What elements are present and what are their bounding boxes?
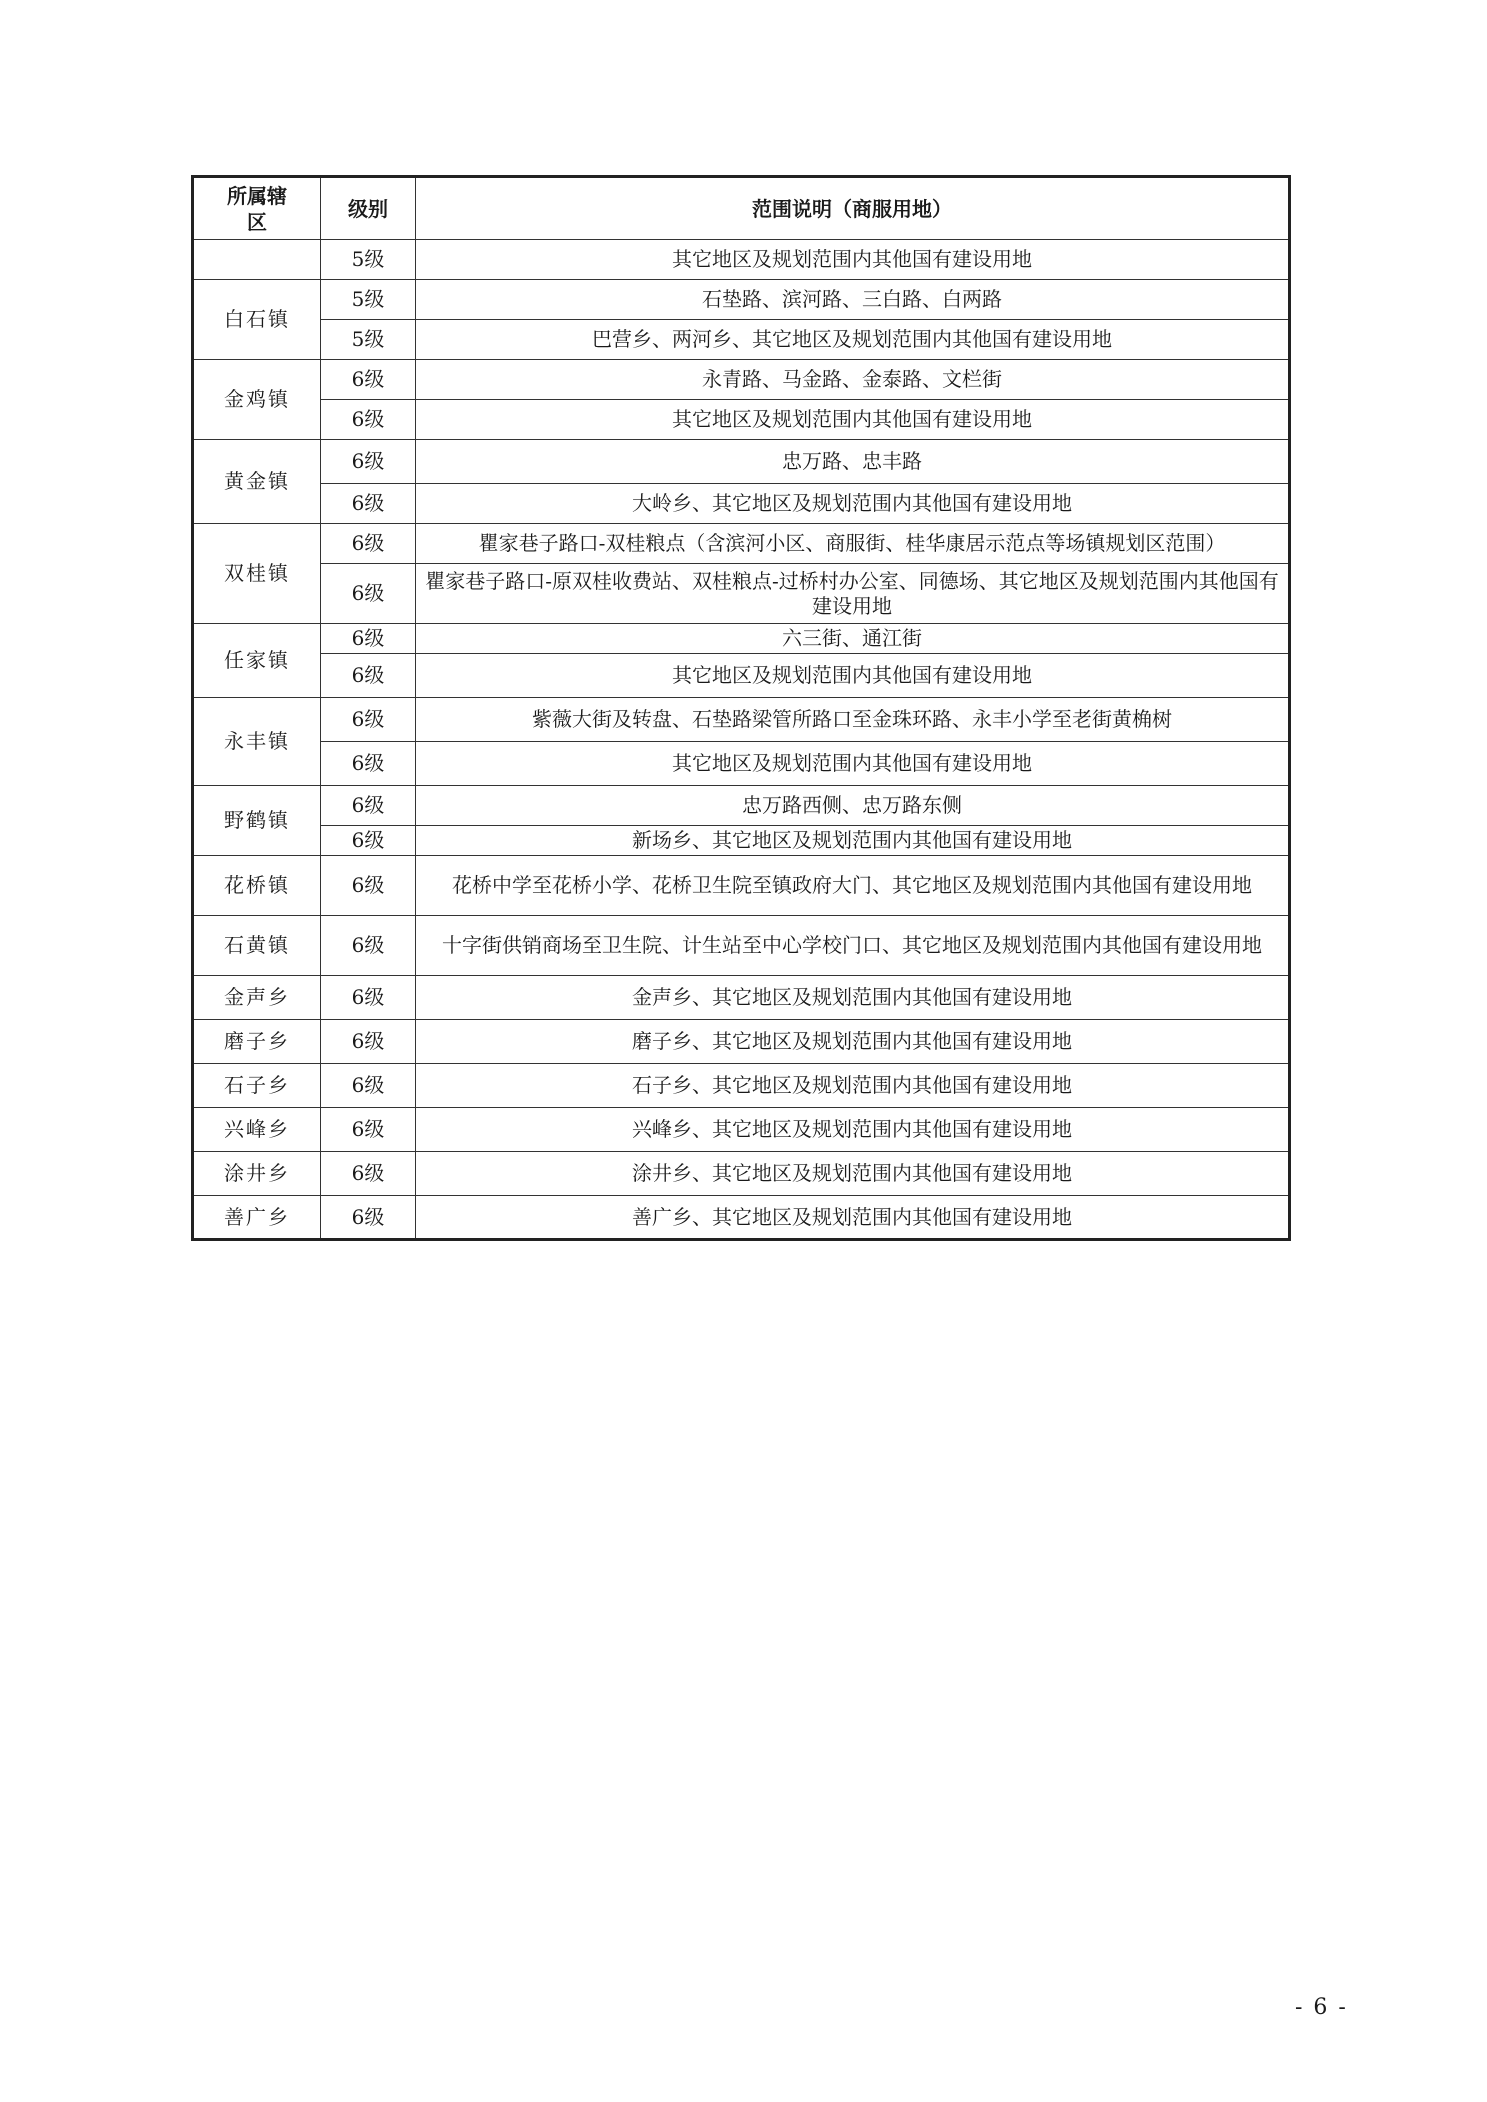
level-cell: 6级 [321,1152,416,1196]
table-row [193,360,1290,400]
level-cell: 6级 [321,1064,416,1108]
header-district: 所属辖区 [193,177,321,240]
scope-cell: 大岭乡、其它地区及规划范围内其他国有建设用地 [416,484,1290,524]
level-cell: 5级 [321,240,416,280]
level-cell: 6级 [321,1020,416,1064]
table-header-row [193,177,1290,240]
scope-cell: 忠万路西侧、忠万路东侧 [416,786,1290,826]
level-cell: 6级 [321,400,416,440]
scope-cell: 瞿家巷子路口-原双桂收费站、双桂粮点-过桥村办公室、同德场、其它地区及规划范围内其他国有建设用地 [416,564,1290,624]
district-cell: 兴峰乡 [193,1108,321,1152]
table-row [193,400,1290,440]
scope-cell: 兴峰乡、其它地区及规划范围内其他国有建设用地 [416,1108,1290,1152]
table-row [193,826,1290,856]
table-row [193,440,1290,484]
table-row [193,1196,1290,1240]
level-cell: 6级 [321,440,416,484]
table-row [193,742,1290,786]
table-row [193,1152,1290,1196]
district-cell: 金鸡镇 [193,360,321,440]
level-cell: 6级 [321,698,416,742]
table-row [193,624,1290,654]
level-cell: 6级 [321,654,416,698]
level-cell: 6级 [321,360,416,400]
district-cell: 磨子乡 [193,1020,321,1064]
level-cell: 5级 [321,280,416,320]
table-row [193,280,1290,320]
scope-cell: 新场乡、其它地区及规划范围内其他国有建设用地 [416,826,1290,856]
scope-cell: 磨子乡、其它地区及规划范围内其他国有建设用地 [416,1020,1290,1064]
scope-cell: 石子乡、其它地区及规划范围内其他国有建设用地 [416,1064,1290,1108]
district-cell: 白石镇 [193,280,321,360]
scope-cell: 涂井乡、其它地区及规划范围内其他国有建设用地 [416,1152,1290,1196]
district-cell: 花桥镇 [193,856,321,916]
table-row [193,856,1290,916]
level-cell: 6级 [321,826,416,856]
scope-cell: 其它地区及规划范围内其他国有建设用地 [416,240,1290,280]
scope-cell: 紫薇大街及转盘、石垫路梁管所路口至金珠环路、永丰小学至老街黄桷树 [416,698,1290,742]
scope-cell: 瞿家巷子路口-双桂粮点（含滨河小区、商服街、桂华康居示范点等场镇规划区范围） [416,524,1290,564]
table-row [193,1020,1290,1064]
level-cell: 6级 [321,524,416,564]
level-cell: 5级 [321,320,416,360]
scope-cell: 其它地区及规划范围内其他国有建设用地 [416,654,1290,698]
table-row [193,524,1290,564]
district-cell: 涂井乡 [193,1152,321,1196]
scope-cell: 其它地区及规划范围内其他国有建设用地 [416,400,1290,440]
scope-cell: 善广乡、其它地区及规划范围内其他国有建设用地 [416,1196,1290,1240]
level-cell: 6级 [321,916,416,976]
table-row [193,240,1290,280]
scope-cell: 六三街、通江街 [416,624,1290,654]
table-row [193,976,1290,1020]
district-cell: 善广乡 [193,1196,321,1240]
table-row [193,916,1290,976]
level-cell: 6级 [321,742,416,786]
scope-cell: 其它地区及规划范围内其他国有建设用地 [416,742,1290,786]
level-cell: 6级 [321,624,416,654]
level-cell: 6级 [321,856,416,916]
district-cell: 永丰镇 [193,698,321,786]
scope-cell: 十字街供销商场至卫生院、计生站至中心学校门口、其它地区及规划范围内其他国有建设用地 [416,916,1290,976]
scope-cell: 巴营乡、两河乡、其它地区及规划范围内其他国有建设用地 [416,320,1290,360]
table-row [193,564,1290,624]
level-cell: 6级 [321,484,416,524]
district-cell: 任家镇 [193,624,321,698]
table-row [193,484,1290,524]
district-cell: 石黄镇 [193,916,321,976]
header-scope: 范围说明（商服用地） [416,177,1290,240]
scope-cell: 永青路、马金路、金泰路、文栏街 [416,360,1290,400]
district-cell: 野鹤镇 [193,786,321,856]
land-grade-table [191,175,1291,1241]
table-row [193,654,1290,698]
district-cell: 黄金镇 [193,440,321,524]
district-cell [193,240,321,280]
scope-cell: 金声乡、其它地区及规划范围内其他国有建设用地 [416,976,1290,1020]
district-cell: 金声乡 [193,976,321,1020]
level-cell: 6级 [321,564,416,624]
table-row [193,1064,1290,1108]
scope-cell: 花桥中学至花桥小学、花桥卫生院至镇政府大门、其它地区及规划范围内其他国有建设用地 [416,856,1290,916]
level-cell: 6级 [321,1108,416,1152]
district-cell: 双桂镇 [193,524,321,624]
table-row [193,1108,1290,1152]
page-number: - 6 - [1295,1995,1348,2020]
level-cell: 6级 [321,1196,416,1240]
table-row [193,320,1290,360]
scope-cell: 忠万路、忠丰路 [416,440,1290,484]
level-cell: 6级 [321,786,416,826]
table-row [193,698,1290,742]
header-level: 级别 [321,177,416,240]
level-cell: 6级 [321,976,416,1020]
district-cell: 石子乡 [193,1064,321,1108]
scope-cell: 石垫路、滨河路、三白路、白两路 [416,280,1290,320]
table-row [193,786,1290,826]
